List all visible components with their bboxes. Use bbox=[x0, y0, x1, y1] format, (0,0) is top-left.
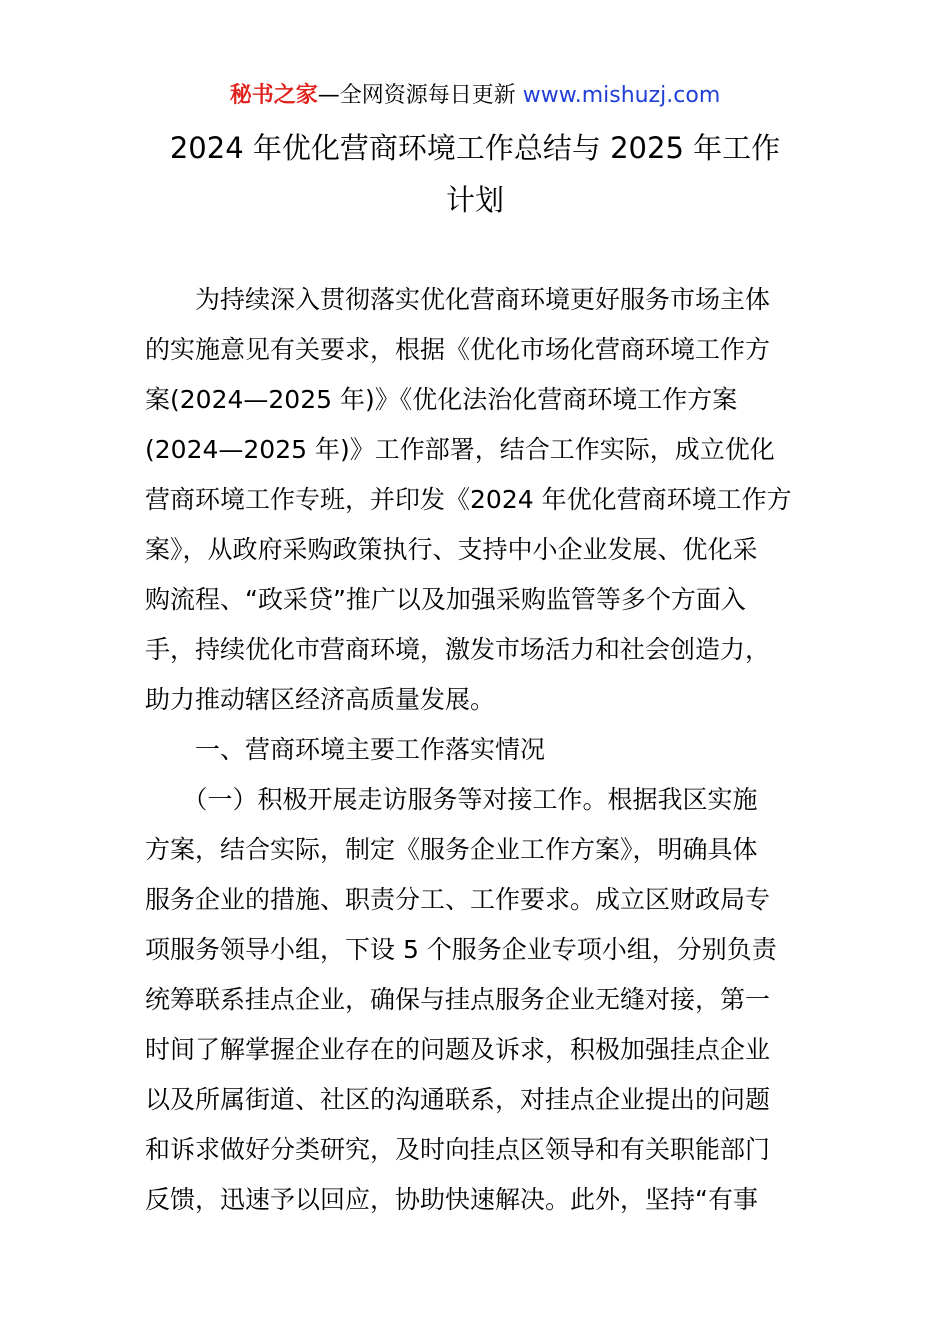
body-line: 以及所属街道、社区的沟通联系，对挂点企业提出的问题 bbox=[145, 1085, 771, 1114]
body-line: 和诉求做好分类研究，及时向挂点区领导和有关职能部门 bbox=[145, 1135, 771, 1164]
document-body bbox=[145, 275, 810, 1225]
header-tagline: —全网资源每日更新 bbox=[317, 83, 523, 108]
site-header bbox=[0, 78, 950, 114]
body-line: 统筹联系挂点企业，确保与挂点服务企业无缝对接，第一 bbox=[145, 985, 771, 1014]
document-title bbox=[100, 122, 850, 226]
body-line: (2024—2025 年)》工作部署，结合工作实际，成立优化 bbox=[145, 435, 775, 464]
body-line: （一）积极开展走访服务等对接工作。根据我区实施 bbox=[145, 785, 758, 814]
body-line: 为持续深入贯彻落实优化营商环境更好服务市场主体 bbox=[145, 285, 771, 314]
title-line-2: 计划 bbox=[445, 183, 504, 217]
body-line: 方案，结合实际，制定《服务企业工作方案》，明确具体 bbox=[145, 835, 758, 864]
body-line: 购流程、“政采贷”推广以及加强采购监管等多个方面入 bbox=[145, 585, 746, 614]
body-line: 案》，从政府采购政策执行、支持中小企业发展、优化采 bbox=[145, 535, 758, 564]
body-line: 反馈，迅速予以回应，协助快速解决。此外，坚持“有事 bbox=[145, 1185, 758, 1214]
body-line: 助力推动辖区经济高质量发展。 bbox=[145, 685, 496, 714]
body-line: 时间了解掌握企业存在的问题及诉求，积极加强挂点企业 bbox=[145, 1035, 771, 1064]
body-line: 案(2024—2025 年)》《优化法治化营商环境工作方案 bbox=[145, 385, 738, 414]
site-url-link[interactable]: www.mishuzj.com bbox=[522, 83, 721, 108]
body-line: 项服务领导小组，下设 5 个服务企业专项小组，分别负责 bbox=[145, 935, 777, 964]
brand-name: 秘书之家 bbox=[229, 83, 318, 108]
body-line: 手，持续优化市营商环境，激发市场活力和社会创造力， bbox=[145, 635, 771, 664]
section-heading: 一、营商环境主要工作落实情况 bbox=[145, 735, 546, 764]
body-line: 营商环境工作专班，并印发《2024 年优化营商环境工作方 bbox=[145, 485, 792, 514]
title-line-1: 2024 年优化营商环境工作总结与 2025 年工作 bbox=[169, 131, 781, 165]
body-line: 的实施意见有关要求，根据《优化市场化营商环境工作方 bbox=[145, 335, 771, 364]
body-line: 服务企业的措施、职责分工、工作要求。成立区财政局专 bbox=[145, 885, 771, 914]
